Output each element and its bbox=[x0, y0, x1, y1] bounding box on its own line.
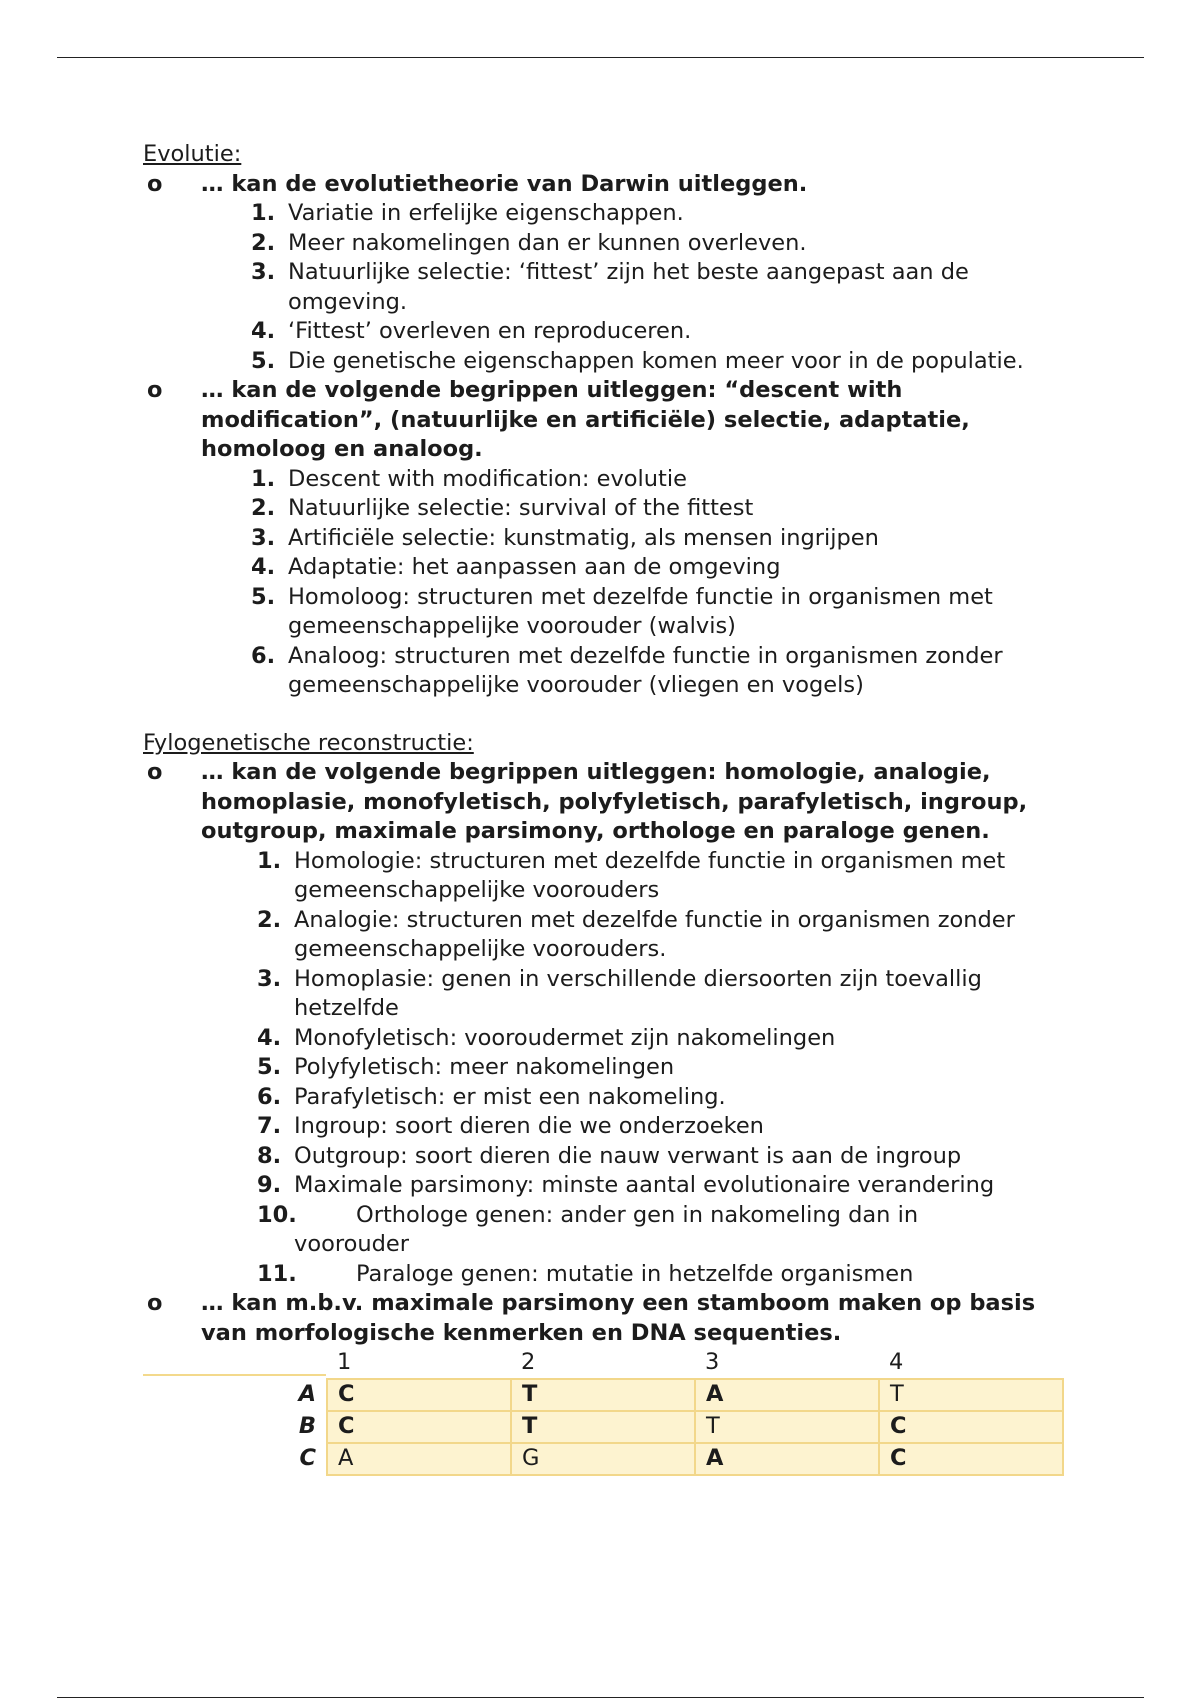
item-text-continued: voorouder bbox=[294, 1231, 410, 1257]
table-row bbox=[143, 1379, 1063, 1411]
item-text: Parafyletisch: er mist een nakomeling. bbox=[294, 1083, 726, 1110]
item-number: 5. bbox=[257, 1054, 282, 1080]
list-item bbox=[143, 642, 1083, 701]
table-cell bbox=[327, 1379, 511, 1411]
list-item bbox=[143, 1053, 1083, 1083]
item-number: 3. bbox=[251, 524, 276, 551]
list-item bbox=[143, 465, 1083, 495]
cell-value: C bbox=[890, 1444, 907, 1471]
list-item bbox=[143, 1083, 1083, 1113]
item-number: 9. bbox=[257, 1172, 282, 1198]
item-number: 4. bbox=[251, 554, 276, 580]
objective-begrippen-evolutie bbox=[143, 376, 1083, 465]
table-cell bbox=[879, 1379, 1063, 1411]
item-text: Natuurlijke selectie: ‘fittest’ zijn het beste aangepast aan de omgeving. bbox=[288, 259, 969, 315]
item-text: Maximale parsimony: minste aantal evolutionaire verandering bbox=[294, 1172, 995, 1198]
item-text: Homoplasie: genen in verschillende diersoorten zijn toevallig hetzelfde bbox=[294, 965, 982, 1021]
header-rule bbox=[57, 57, 1144, 58]
list-item bbox=[143, 583, 1083, 642]
item-text: Meer nakomelingen dan er kunnen overleven. bbox=[288, 229, 807, 256]
table-cell bbox=[511, 1379, 695, 1411]
item-text: Analogie: structuren met dezelfde functie in organismen zonder gemeenschappelijke voorouders. bbox=[294, 906, 1015, 962]
item-text: Artificiële selectie: kunstmatig, als mensen ingrijpen bbox=[288, 524, 879, 551]
cell-value: T bbox=[522, 1412, 538, 1439]
table-top-rule bbox=[143, 1374, 326, 1376]
item-text: Ingroup: soort dieren die we onderzoeken bbox=[294, 1113, 764, 1139]
item-text: Adaptatie: het aanpassen aan de omgeving bbox=[288, 554, 781, 580]
sequence-table-wrapper bbox=[143, 1348, 1083, 1476]
list-item bbox=[143, 199, 1083, 229]
footer-rule bbox=[57, 1697, 1144, 1698]
item-text: Paraloge genen: mutatie in hetzelfde organismen bbox=[356, 1260, 914, 1287]
cell-value: A bbox=[338, 1444, 354, 1471]
list-darwin bbox=[143, 199, 1083, 376]
list-begrippen-fylogenie bbox=[143, 847, 1083, 1290]
item-number: 10. bbox=[257, 1201, 297, 1228]
table-row bbox=[143, 1443, 1063, 1475]
column-header: 2 bbox=[521, 1349, 536, 1375]
list-item bbox=[143, 524, 1083, 554]
item-text: Variatie in erfelijke eigenschappen. bbox=[288, 200, 684, 226]
item-number: 7. bbox=[257, 1113, 282, 1139]
table-cell bbox=[695, 1443, 879, 1475]
objective-darwin bbox=[143, 170, 1083, 200]
table-cell bbox=[879, 1443, 1063, 1475]
objective-text: … kan de volgende begrippen uitleggen: homologie, analogie, homoplasie, monofyletisch, polyfyletisch, parafyletisch, ingroup, outgroup, maximale parsimony, orthologe en paraloge genen. bbox=[201, 759, 1028, 844]
table-cell bbox=[695, 1411, 879, 1443]
item-number: 5. bbox=[251, 347, 276, 374]
item-number: 4. bbox=[251, 318, 276, 344]
item-text: Polyfyletisch: meer nakomelingen bbox=[294, 1054, 675, 1080]
item-number: 3. bbox=[251, 259, 276, 285]
cell-value: G bbox=[522, 1444, 540, 1471]
section-heading-evolutie: Evolutie: bbox=[143, 141, 242, 167]
list-item bbox=[143, 258, 1083, 317]
objective-text: … kan de evolutietheorie van Darwin uitleggen. bbox=[201, 170, 808, 197]
list-item bbox=[143, 494, 1083, 524]
list-begrippen-evolutie bbox=[143, 465, 1083, 701]
item-number: 6. bbox=[251, 642, 276, 669]
table-cell bbox=[511, 1411, 695, 1443]
bullet-marker: o bbox=[147, 759, 163, 785]
table-cell bbox=[327, 1411, 511, 1443]
item-text: Descent with modification: evolutie bbox=[288, 465, 687, 492]
item-number: 8. bbox=[257, 1142, 282, 1169]
column-header: 3 bbox=[705, 1349, 720, 1375]
item-number: 1. bbox=[257, 847, 282, 874]
cell-value: A bbox=[706, 1444, 724, 1471]
cell-value: C bbox=[338, 1412, 355, 1439]
document-body bbox=[143, 140, 1083, 1476]
cell-value: T bbox=[890, 1380, 904, 1407]
list-item bbox=[143, 1260, 1083, 1290]
cell-value: C bbox=[890, 1412, 907, 1439]
item-text: ‘Fittest’ overleven en reproduceren. bbox=[288, 318, 692, 344]
item-text: Analoog: structuren met dezelfde functie in organismen zonder gemeenschappelijke voorouder (vliegen en vogels) bbox=[288, 642, 1003, 698]
list-item bbox=[143, 847, 1083, 906]
cell-value: A bbox=[706, 1380, 724, 1407]
item-number: 1. bbox=[251, 465, 276, 492]
table-cell bbox=[511, 1443, 695, 1475]
item-number: 2. bbox=[251, 495, 276, 521]
item-number: 2. bbox=[251, 229, 276, 256]
bullet-marker: o bbox=[147, 377, 163, 403]
list-item bbox=[143, 1171, 1083, 1201]
item-text: Homologie: structuren met dezelfde functie in organismen met gemeenschappelijke voorouders bbox=[294, 847, 1006, 903]
item-number: 3. bbox=[257, 965, 282, 992]
item-number: 5. bbox=[251, 583, 276, 610]
row-label: C bbox=[299, 1444, 316, 1471]
list-item bbox=[143, 965, 1083, 1024]
sequence-table bbox=[143, 1348, 1064, 1476]
objective-text: … kan m.b.v. maximale parsimony een stamboom maken op basis van morfologische kenmerken en DNA sequenties. bbox=[201, 1290, 1036, 1346]
item-number: 4. bbox=[257, 1024, 282, 1051]
row-label: B bbox=[298, 1412, 316, 1439]
item-number: 6. bbox=[257, 1083, 282, 1110]
bullet-marker: o bbox=[147, 170, 163, 197]
list-item bbox=[143, 317, 1083, 347]
table-cell bbox=[695, 1379, 879, 1411]
cell-value: T bbox=[706, 1412, 720, 1439]
list-item bbox=[143, 1112, 1083, 1142]
table-cell bbox=[879, 1411, 1063, 1443]
objective-text: … kan de volgende begrippen uitleggen: “descent with modification”, (natuurlijke en artificiële) selectie, adaptatie, homoloog en analoog. bbox=[201, 377, 970, 462]
item-text: Homoloog: structuren met dezelfde functie in organismen met gemeenschappelijke voorouder (walvis) bbox=[288, 583, 993, 639]
item-text: Monofyletisch: vooroudermet zijn nakomelingen bbox=[294, 1024, 836, 1051]
table-cell bbox=[327, 1443, 511, 1475]
list-item bbox=[143, 1201, 1083, 1260]
item-text: Orthologe genen: ander gen in nakomeling dan in bbox=[356, 1201, 919, 1228]
row-label: A bbox=[298, 1380, 316, 1407]
section-spacer bbox=[143, 701, 1083, 729]
item-text: Die genetische eigenschappen komen meer voor in de populatie. bbox=[288, 347, 1024, 374]
cell-value: C bbox=[338, 1380, 355, 1407]
list-item bbox=[143, 1142, 1083, 1172]
item-number: 11. bbox=[257, 1260, 297, 1287]
list-item bbox=[143, 347, 1083, 377]
list-item bbox=[143, 553, 1083, 583]
cell-value: T bbox=[522, 1380, 538, 1407]
table-row bbox=[143, 1411, 1063, 1443]
list-item bbox=[143, 906, 1083, 965]
objective-stamboom bbox=[143, 1289, 1083, 1348]
bullet-marker: o bbox=[147, 1290, 163, 1316]
list-item bbox=[143, 229, 1083, 259]
objective-begrippen-fylogenie bbox=[143, 758, 1083, 847]
item-number: 1. bbox=[251, 200, 276, 226]
column-header: 1 bbox=[337, 1349, 352, 1375]
list-item bbox=[143, 1024, 1083, 1054]
item-text: Natuurlijke selectie: survival of the fittest bbox=[288, 495, 754, 521]
item-text: Outgroup: soort dieren die nauw verwant is aan de ingroup bbox=[294, 1142, 962, 1169]
column-header: 4 bbox=[889, 1349, 904, 1375]
section-heading-fylogenetische-reconstructie: Fylogenetische reconstructie: bbox=[143, 729, 474, 756]
item-number: 2. bbox=[257, 906, 282, 933]
